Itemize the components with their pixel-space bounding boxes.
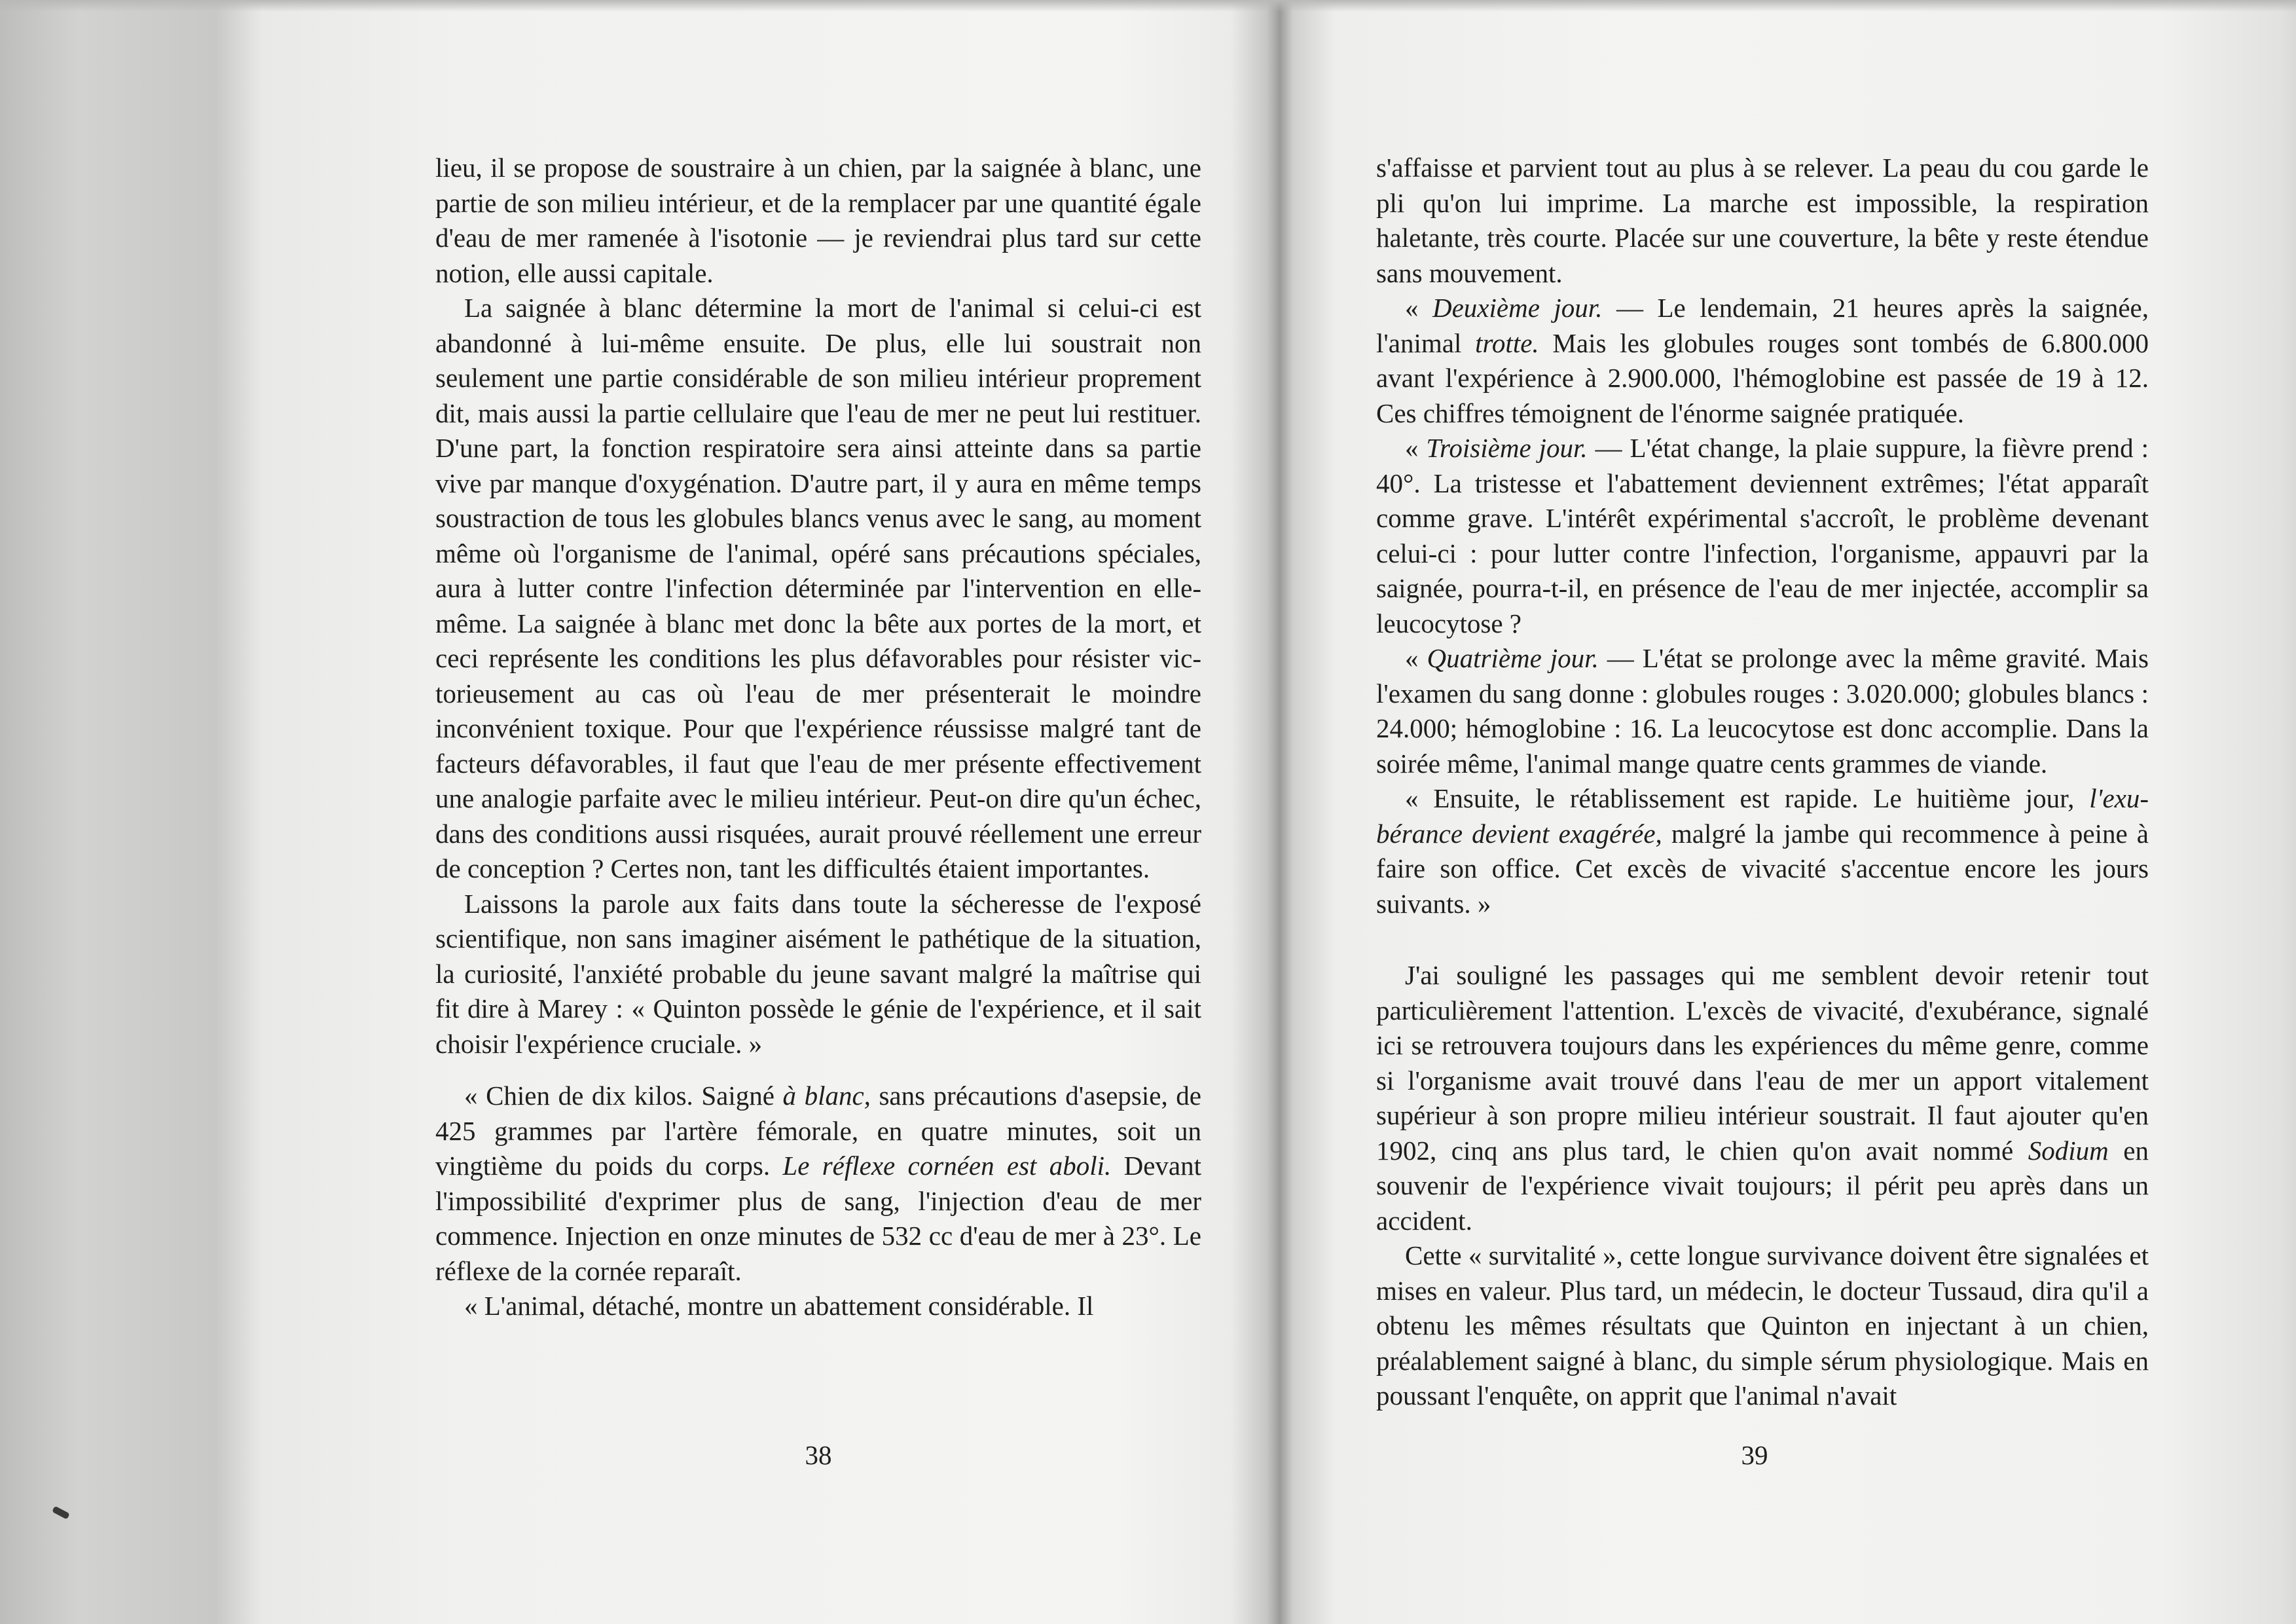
- quote-paragraph: [1376, 431, 2149, 641]
- left-page: [435, 151, 1201, 1324]
- quote-paragraph: « L'animal, détaché, montre un abattement considérable. Il: [464, 1291, 1094, 1321]
- paragraph: Cette « survitalité », cette longue survivance doivent être signalées et mises en valeur. Plus tard, un médecin, le docteur Tussaud, dira qu'il a obtenu les mêmes résultats que Quinton en injectant à un chien, préalablement saigné à blanc, du simple sérum physiologique. Mais en poussant l'enquête, on apprit que l'animal n'avait: [1376, 1240, 2149, 1411]
- quote-text: « Chien de dix kilos. Saigné: [464, 1080, 783, 1111]
- quote-text: sans précautions d'asepsie, de 425 grammes par l'artère fémorale, en quatre minutes, soit un vingtième du poids du corps.: [435, 1080, 1201, 1181]
- quote-text: — Le lendemain, 21 heures après la saignée, l'animal: [1376, 293, 2149, 358]
- quote-paragraph: [1376, 291, 2149, 431]
- body-text: J'ai souligné les passages qui me semblent devoir retenir tout particulièrement l'attention. L'excès de vivacité, d'exubérance, signalé ici se retrouvera toujours dans les expériences du même genre, comme si l'organisme avait trouvé dans l'eau de mer un apport vitalement supérieur à son propre milieu intérieur soustrait. Il faut ajouter qu'en 1902, cinq ans plus tard, le chien qu'on avait nommé: [1376, 960, 2149, 1166]
- body-text: en souvenir de l'expérience vivait toujours; il périt peu après dans un accident.: [1376, 1135, 2149, 1236]
- quote-text: «: [1405, 293, 1432, 323]
- emphasis: Deuxième jour.: [1432, 293, 1603, 323]
- emphasis: Sodium: [2028, 1135, 2109, 1166]
- paragraph: s'affaisse et parvient tout au plus à se relever. La peau du cou garde le pli qu'on lui imprime. La marche est impossible, la respiration haletante, très courte. Placée sur une couverture, la bête y reste étendue sans mouvement.: [1376, 153, 2149, 288]
- emphasis: l'exubérance devient exagérée,: [1376, 783, 2149, 849]
- quote-paragraph: [435, 1079, 1201, 1289]
- emphasis: à blanc,: [782, 1080, 871, 1111]
- quote-text: Mais les globules rouges sont tombés de 6.800.000 avant l'expérience à 2.900.000, l'hémoglobine est passée de 19 à 12. Ces chiffres témoignent de l'énorme saignée pratiquée.: [1376, 327, 2149, 428]
- quote-paragraph: [1376, 781, 2149, 921]
- emphasis: Le réflexe cornéen est aboli.: [782, 1151, 1112, 1181]
- right-page: [1376, 151, 2149, 1414]
- quote-text: «: [1405, 433, 1427, 463]
- quote-text: malgré la jambe qui recommence à peine à faire son office. Cet excès de vivacité s'accentue encore les jours suivants. »: [1376, 818, 2149, 919]
- paragraph: [1376, 958, 2149, 1238]
- emphasis: trotte.: [1475, 327, 1539, 358]
- paragraph: lieu, il se propose de soustraire à un chien, par la saignée à blanc, une partie de son milieu intérieur, et de la remplacer par une quantité égale d'eau de mer ramenée à l'isotonie — je reviendrai plus tard sur cette notion, elle aussi capitale.: [435, 153, 1201, 288]
- quote-text: «: [1405, 643, 1427, 673]
- page-number-left: 38: [805, 1440, 832, 1470]
- quote-text: — L'état se prolonge avec la même gravité. Mais l'examen du sang donne : globules rouges : 3.020.000; globules blancs : 24.000; hémoglobine : 16. La leucocytose est donc accomplie. Dans la soirée même, l'animal mange quatre cents grammes de viande.: [1376, 643, 2149, 779]
- quote-text: — L'état change, la plaie suppure, la fièvre prend : 40°. La tristesse et l'abattement deviennent extrêmes; l'état apparaît comme grave. L'intérêt expérimental s'accroît, le problème devenant celui-ci : pour lutter contre l'infection, l'organisme, appauvri par la saignée, pourra-t-il, en présence de l'eau de mer injectée, accomplir sa leucocytose ?: [1376, 433, 2149, 638]
- paragraph: Laissons la parole aux faits dans toute la sécheresse de l'exposé scientifique, non sans imaginer aisément le pathétique de la situation, la curiosité, l'anxiété probable du jeune savant malgré la maîtrise qui fit dire à Marey : « Quinton possède le génie de l'expérience, et il sait choisir l'expérience cruciale. »: [435, 888, 1201, 1059]
- scan-edge: [0, 0, 2296, 12]
- page-number-right: 39: [1741, 1440, 1768, 1470]
- quote-paragraph: [1376, 641, 2149, 781]
- emphasis: Troisième jour.: [1426, 433, 1588, 463]
- quote-text: « Ensuite, le rétablissement est rapide. Le huitième jour,: [1405, 783, 2090, 813]
- quote-text: Devant l'impossibilité d'exprimer plus de sang, l'injection d'eau de mer commence. Injection en onze minutes de 532 cc d'eau de mer à 23°. Le réflexe de la cornée reparaît.: [435, 1151, 1201, 1286]
- paragraph: La saignée à blanc détermine la mort de l'animal si celui-ci est abandonné à lui-même ensuite. De plus, elle lui soustrait non seulement une partie considérable de son milieu intérieur proprement dit, mais aussi la partie cellulaire que l'eau de mer ne peut lui restituer. D'une part, la fonction respiratoire sera ainsi atteinte dans sa partie vive par manque d'oxygénation. D'autre part, il y aura en même temps soustraction de tous les globules blancs venus avec le sang, au moment même où l'organisme de l'animal, opéré sans précautions spéciales, aura à lutter contre l'infection déterminée par l'intervention en elle-même. La saignée à blanc met donc la bête aux portes de la mort, et ceci représente les conditions les plus défavorables pour résister victorieusement au cas où l'eau de mer présenterait le moindre inconvénient toxique. Pour que l'expérience réussisse malgré tant de facteurs défavorables, il faut que l'eau de mer présente effectivement une analogie parfaite avec le milieu intérieur. Peut-on dire qu'un échec, dans des conditions aussi risquées, aurait prouvé réellement une erreur de conception ? Certes non, tant les difficultés étaient importantes.: [435, 293, 1201, 883]
- emphasis: Quatrième jour.: [1427, 643, 1599, 673]
